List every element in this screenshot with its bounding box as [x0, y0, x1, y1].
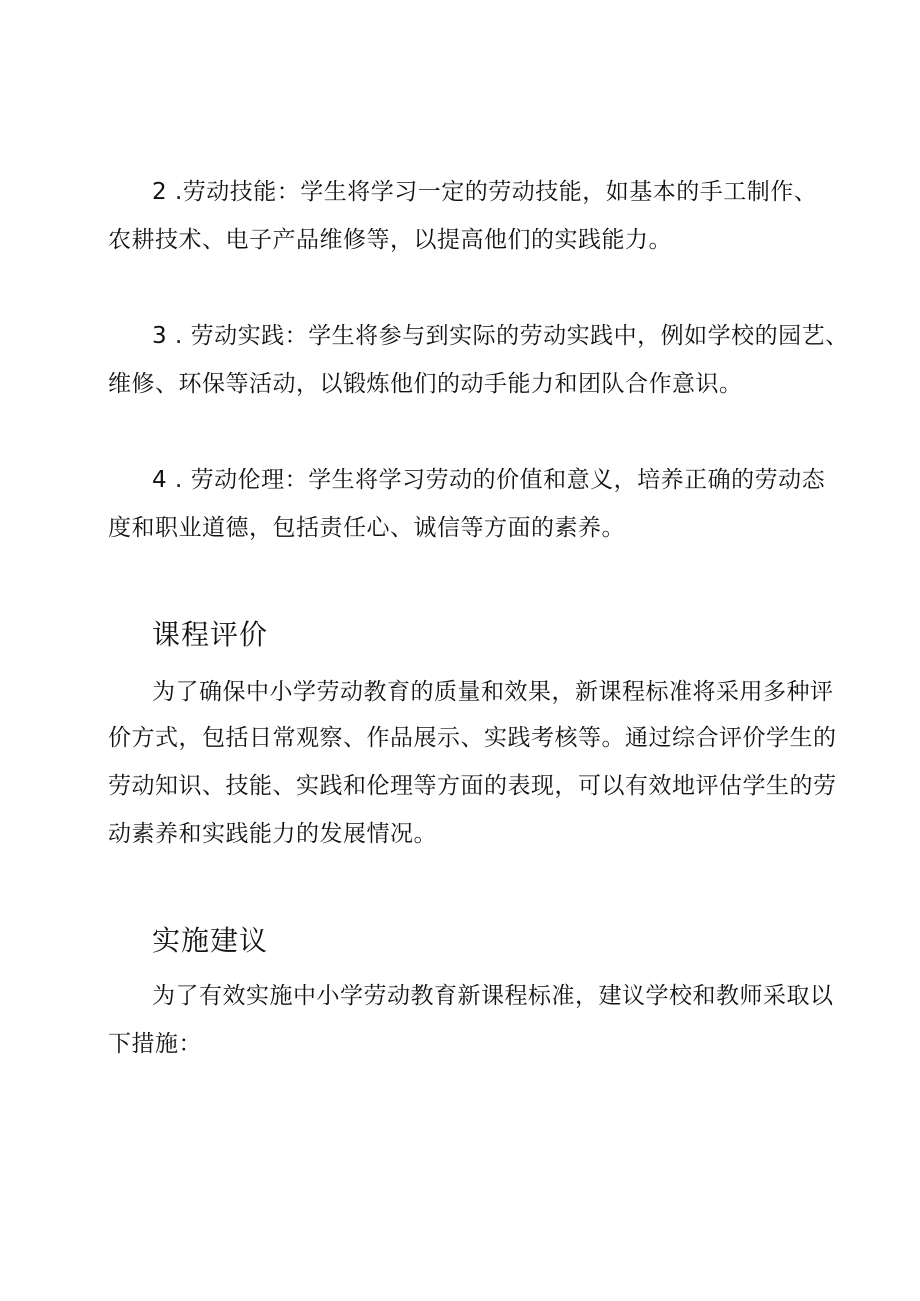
evaluation-paragraph-line-4: 动素养和实践能力的发展情况。	[108, 821, 437, 847]
evaluation-paragraph-line-3: 劳动知识、技能、实践和伦理等方面的表现，可以有效地评估学生的劳	[108, 773, 837, 799]
section-heading-evaluation: 课程评价	[152, 618, 269, 651]
implementation-paragraph-line-2: 下措施：	[108, 1031, 202, 1057]
list-item-2-line-2: 农耕技术、电子产品维修等，以提高他们的实践能力。	[108, 227, 672, 253]
section-heading-implementation: 实施建议	[152, 924, 269, 957]
evaluation-paragraph-line-1: 为了确保中小学劳动教育的质量和效果，新课程标准将采用多种评	[152, 679, 834, 705]
list-item-4-line-2: 度和职业道德，包括责任心、诚信等方面的素养。	[108, 515, 625, 541]
list-item-3-line-2: 维修、环保等活动，以锻炼他们的动手能力和团队合作意识。	[108, 371, 743, 397]
implementation-paragraph-line-1: 为了有效实施中小学劳动教育新课程标准，建议学校和教师采取以	[152, 983, 834, 1009]
evaluation-paragraph-line-2: 价方式，包括日常观察、作品展示、实践考核等。通过综合评价学生的	[108, 725, 837, 751]
list-item-4-line-1: 4 . 劳动伦理：学生将学习劳动的价值和意义，培养正确的劳动态	[152, 467, 826, 493]
list-item-3-line-1: 3 . 劳动实践：学生将参与到实际的劳动实践中，例如学校的园艺、	[152, 323, 849, 349]
list-item-2-line-1: 2 .劳动技能：学生将学习一定的劳动技能，如基本的手工制作、	[152, 179, 818, 205]
